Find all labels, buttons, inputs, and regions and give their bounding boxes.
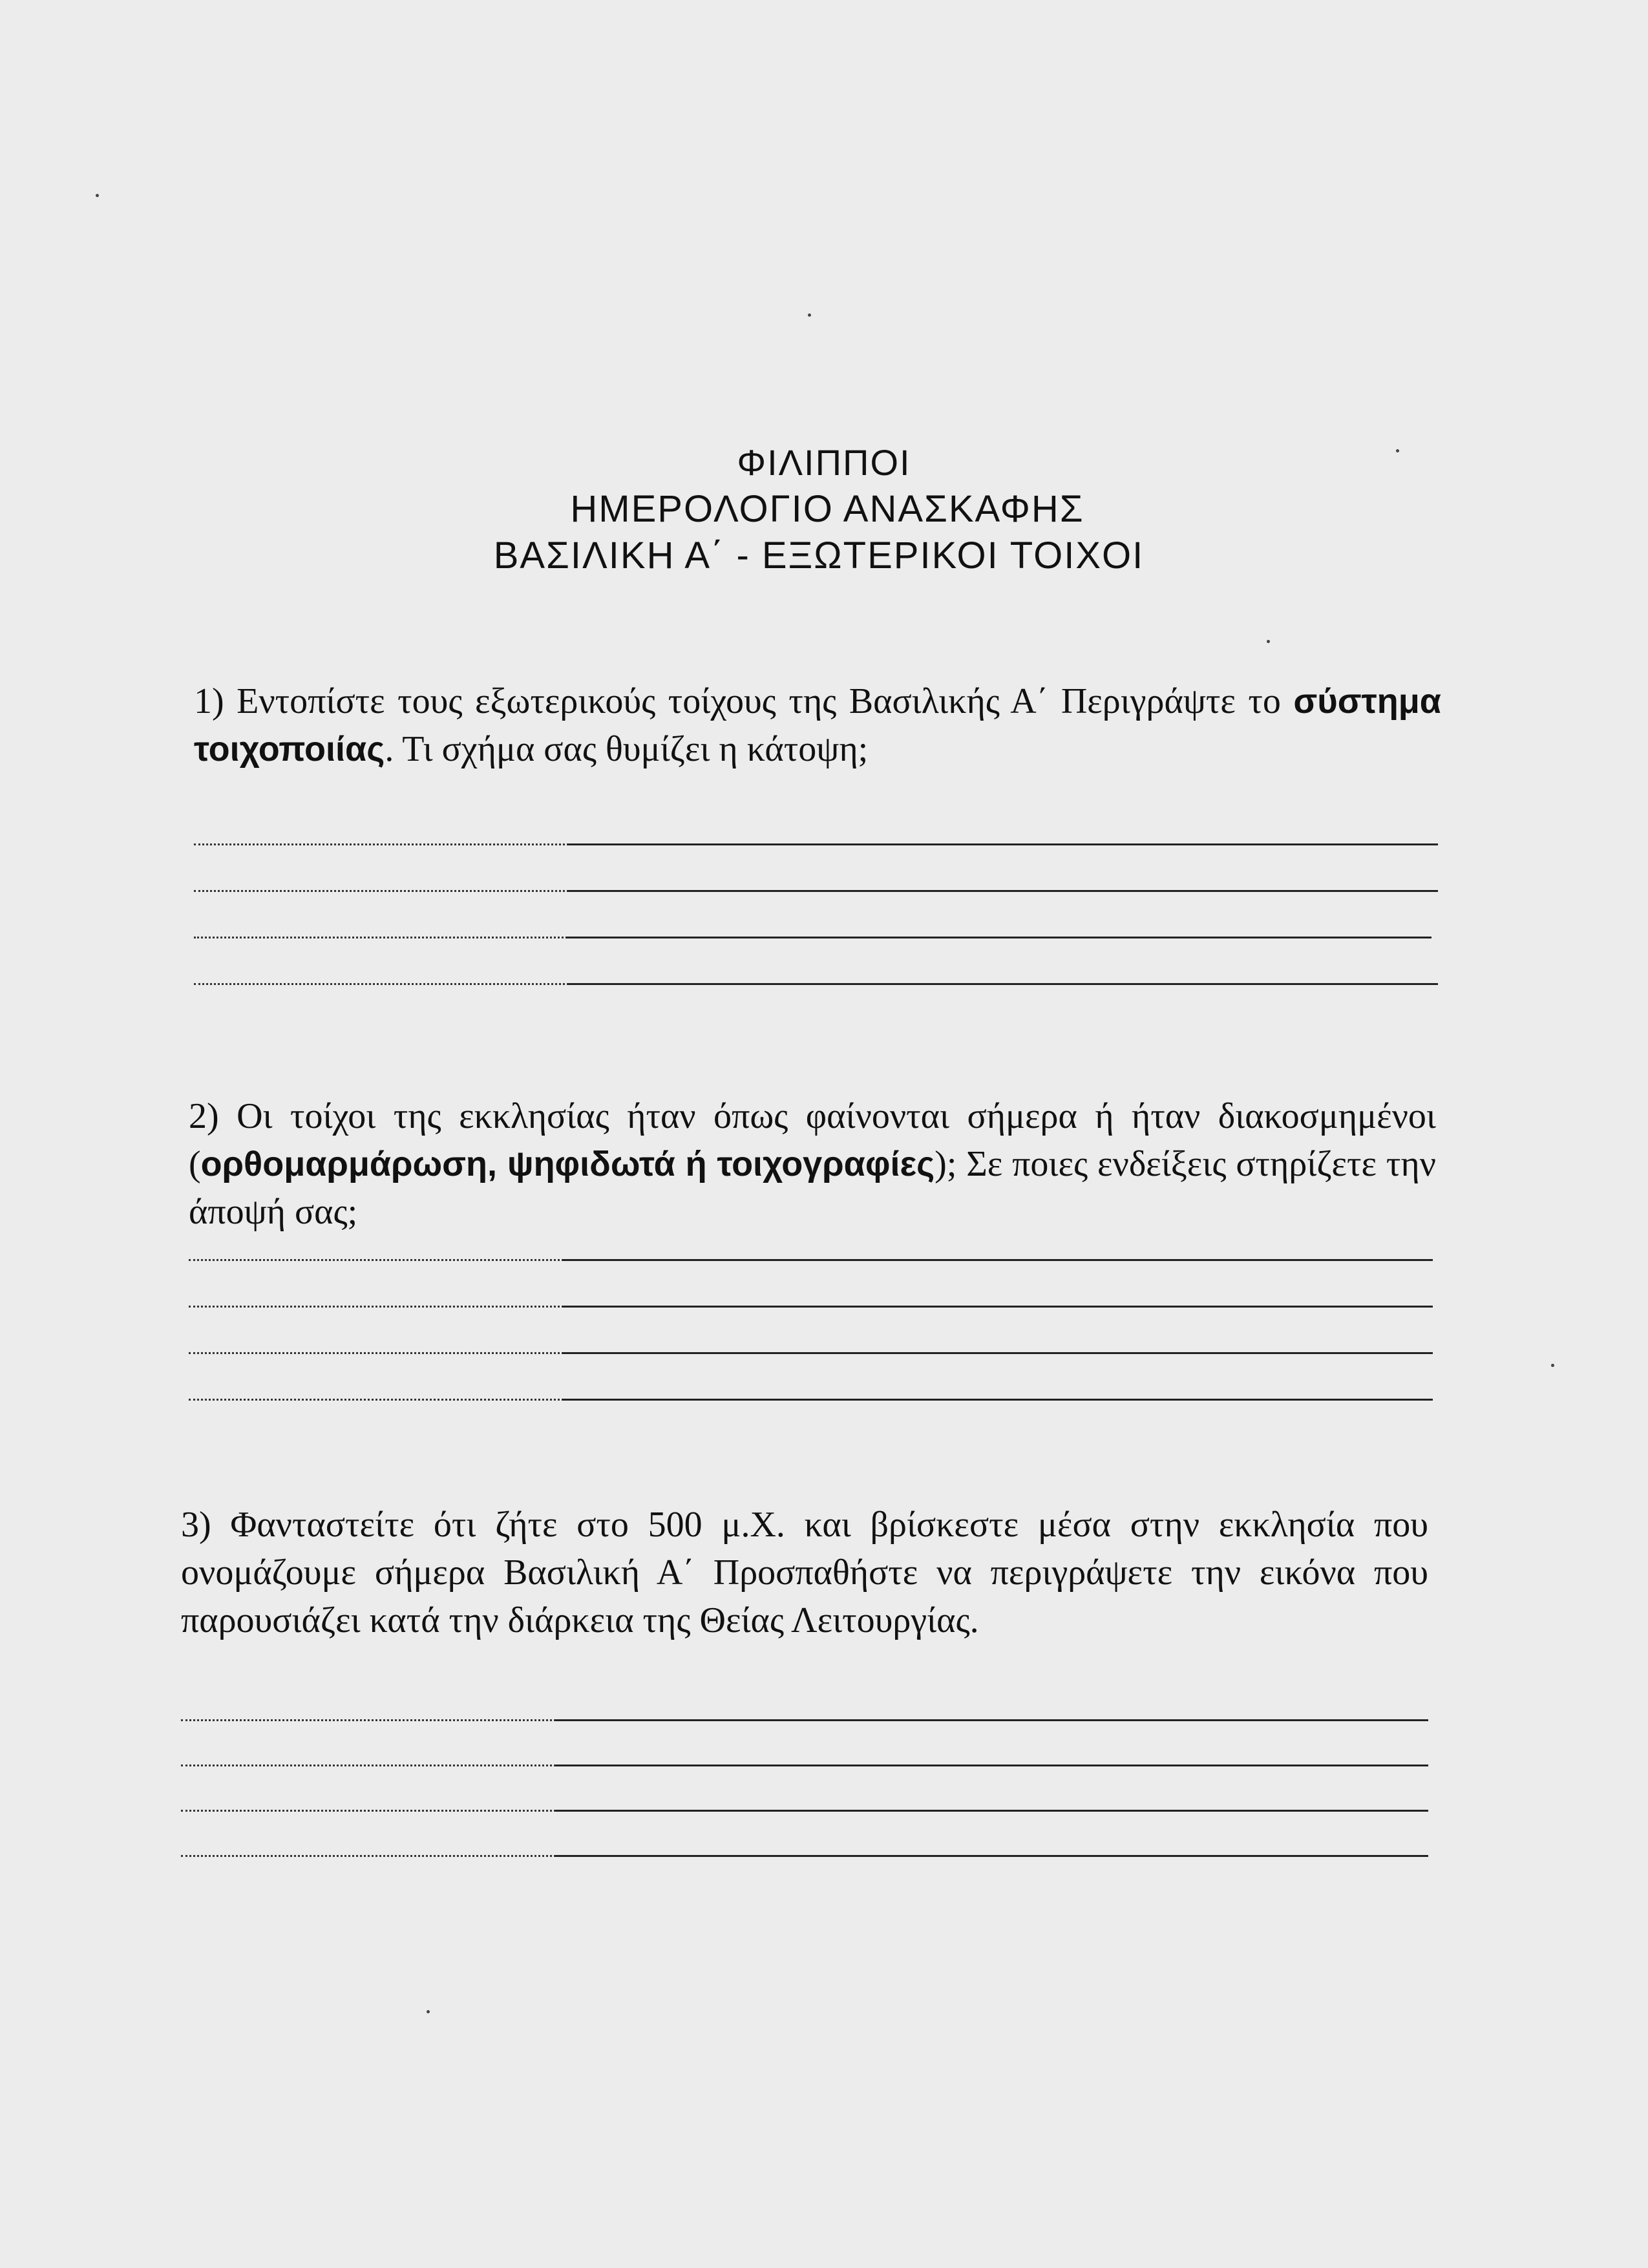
answer-line[interactable]: [194, 843, 1438, 845]
scan-speck: [427, 2010, 430, 2013]
answer-line[interactable]: [181, 1765, 1428, 1766]
question-1-text: 1) Εντοπίστε τους εξωτερικούς τοίχους της Βασιλικής Α΄ Περιγράψτε το: [194, 681, 1294, 721]
answer-line[interactable]: [189, 1259, 1433, 1261]
header-subtitle: ΗΜΕΡΟΛΟΓΙΟ ΑΝΑΣΚΑΦΗΣ: [570, 488, 1084, 530]
answer-line[interactable]: [181, 1855, 1428, 1857]
document-header: [0, 440, 1648, 579]
answer-line[interactable]: [189, 1352, 1433, 1354]
scan-speck: [808, 313, 811, 317]
scan-speck: [1551, 1364, 1554, 1367]
answer-line[interactable]: [181, 1719, 1428, 1721]
scan-speck: [1396, 449, 1399, 452]
question-3-text: 3) Φανταστείτε ότι ζήτε στο 500 μ.Χ. και βρίσκεστε μέσα στην εκκλησία που ονομάζουμε σήμερα Βασιλική Α΄ Προσπαθήστε να περιγράψετε την εικόνα που παρουσιάζει κατά την διάρκεια της Θείας Λειτουργίας.: [181, 1505, 1428, 1640]
header-topic: ΒΑΣΙΛΙΚΗ Α΄ - ΕΞΩΤΕΡΙΚΟΙ ΤΟΙΧΟΙ: [493, 535, 1145, 577]
answer-line[interactable]: [194, 890, 1438, 892]
question-2-text-end: ); Σε ποιες ενδείξεις στηρίζετε την άποψή σας;: [189, 1144, 1436, 1232]
question-2: [189, 1092, 1436, 1236]
answer-line[interactable]: [194, 937, 1431, 938]
question-2-emphasis: ορθομαρμάρωση, ψηφιδωτά ή τοιχογραφίες: [200, 1145, 935, 1183]
answer-line[interactable]: [181, 1810, 1428, 1812]
answer-lines-3: [181, 1719, 1428, 1874]
answer-lines-2: [189, 1259, 1433, 1414]
answer-lines-1: [194, 843, 1438, 999]
question-1-emphasis: σύστημα τοιχοποιίας: [194, 682, 1441, 768]
answer-line[interactable]: [189, 1399, 1433, 1401]
question-3: [181, 1501, 1428, 1644]
question-1: [194, 677, 1441, 773]
question-2-text: 2) Οι τοίχοι της εκκλησίας ήταν όπως φαίνονται σήμερα ή ήταν διακοσμημένοι (: [189, 1096, 1436, 1184]
answer-line[interactable]: [194, 983, 1438, 985]
header-title: ΦΙΛΙΠΠΟΙ: [737, 442, 911, 483]
scan-speck: [1267, 640, 1270, 643]
answer-line[interactable]: [189, 1306, 1433, 1308]
question-1-text-end: . Τι σχήμα σας θυμίζει η κάτοψη;: [385, 729, 869, 769]
scan-speck: [96, 194, 99, 197]
